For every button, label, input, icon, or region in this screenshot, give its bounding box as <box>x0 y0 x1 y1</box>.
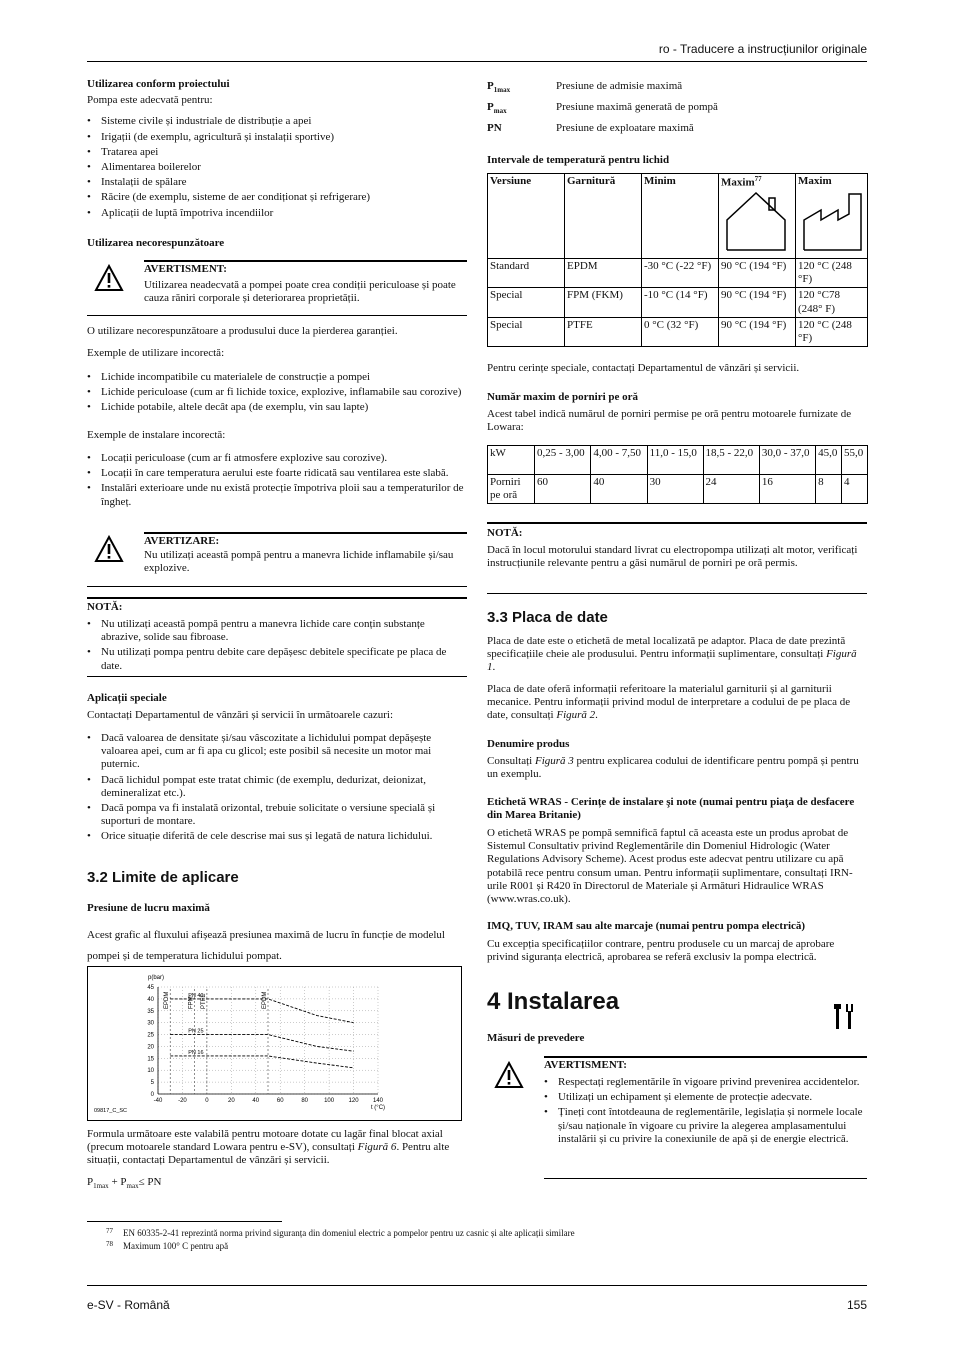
list-item: • Țineți cont întotdeauna de reglementările, legislația și normele locale și/sau naționale în vigoare cu privire la alegerea amplasamentului instalării și cu privire la conexiunile de apă și de energie electrică. <box>544 1106 867 1146</box>
temp-table <box>487 173 868 347</box>
intended-use-heading: Utilizarea conform proiectului <box>87 78 230 90</box>
limits-subheading: Presiune de lucru maximă <box>87 902 210 914</box>
y-tick-label: 40 <box>147 996 154 1003</box>
y-tick-label: 25 <box>147 1032 154 1039</box>
table-cell: Porniri pe oră <box>488 475 535 504</box>
footer-rule <box>87 1285 867 1286</box>
product-name-text <box>487 755 867 781</box>
x-tick-label: -40 <box>153 1098 163 1104</box>
table-row <box>488 259 868 288</box>
warning2-title: AVERTIZARE: <box>144 535 220 547</box>
table-cell: 0,25 - 3,00 <box>535 446 591 475</box>
header-title: ro - Traducere a instrucțiunilor originale <box>658 42 867 56</box>
formula-text <box>87 1128 467 1168</box>
legend-row <box>487 122 867 143</box>
material-label: EPDM <box>164 991 171 1009</box>
product-name-a: Consultați <box>487 755 535 767</box>
warning2-rule-top <box>144 532 467 534</box>
pressure-chart <box>88 967 461 1120</box>
plate-p1: Placa de date este o etichetă de metal localizată pe adaptor. Placa de date prezintă specificațiile cheie ale produsului. Pentru informații suplimentare, consultați Figură 1. <box>487 635 857 674</box>
table-cell: -30 °C (-22 °F) <box>642 259 719 288</box>
note-rule-top <box>87 597 467 599</box>
footnote-number: 78 <box>106 1240 113 1248</box>
formula-text-a: Formula următoare este valabilă pentru motoare dotate cu lagăr final blocat axial (precum motoarele standard Lowara pentru e-SV), consultați <box>87 1128 443 1154</box>
legend-text: Presiune de admisie maximă <box>556 80 683 92</box>
warning-rule-top <box>144 260 467 262</box>
note-rule-top <box>487 522 867 524</box>
x-tick-label: 20 <box>227 1098 235 1104</box>
footer-doc: e-SV - Română <box>87 1298 170 1312</box>
table-cell: 30 <box>647 475 703 504</box>
table-cell: 60 <box>535 475 591 504</box>
wras-text: O etichetă WRAS pe pompă semnifică faptul că aceasta este un produs aprobat de Sistemul Consultativ privind Reglementările din Domeniul Hidrologic (Water Regulations Advisory Scheme). Acest produs este adecvat pentru utilizare cu apă potabilă rece pentru consum uman. Pentru informații suplimentare, consultați IRN-urile R001 și R420 în Directorul de Materiale și Armături Hidraulice WRAS (www.wras.co.uk). <box>487 827 853 905</box>
table-cell: 120 °C78 (248° F) <box>796 288 868 317</box>
table-cell: 4 <box>842 475 868 504</box>
list-item: • Aplicații de luptă împotriva incendiilor <box>87 207 467 220</box>
legend-text: Presiune de exploatare maximă <box>556 122 694 134</box>
formula-text-b: . Pentru alte situații, contactați Departamentul de vânzări și servicii. <box>87 1141 450 1167</box>
x-tick-label: 100 <box>324 1098 335 1104</box>
x-tick-label: 60 <box>276 1098 284 1104</box>
series-line <box>170 1035 353 1052</box>
table-cell: FPM (FKM) <box>565 288 642 317</box>
plate-p1-text: Placa de date este o etichetă de metal localizată pe adaptor. Placa de date prezintă specificațiile cheie ale produsului. Pentru informații suplimentare, consultați <box>487 635 846 661</box>
intended-use-list <box>87 115 467 219</box>
list-item: • Locații periculoase (cum ar fi atmosfere explozive sau corozive). <box>87 452 467 465</box>
tools-icon <box>833 1003 855 1031</box>
y-tick-label: 30 <box>147 1020 154 1027</box>
table-header: Minim <box>642 174 719 259</box>
legend-symbol: $P_{max}$ <box>487 101 507 116</box>
warning-triangle-icon <box>494 1061 524 1089</box>
warning-text: Utilizarea neadecvată a pompei poate crea condiții periculoase și poate cauza răniri corporale și deteriorarea proprietății. <box>144 279 456 305</box>
table-row <box>488 288 868 317</box>
list-item: • Dacă lichidul pompat este tratat chimic (de exemplu, dedurizat, deionizat, demineralizat etc.). <box>87 774 467 800</box>
table-cell: Special <box>488 317 565 346</box>
special-list <box>87 732 467 846</box>
warning-triangle-icon <box>94 264 124 292</box>
material-label: FPM <box>188 996 195 1009</box>
figure-ref: Figură 6 <box>357 1141 397 1154</box>
footnote-rule <box>87 1221 282 1222</box>
legend-row <box>487 80 867 101</box>
footnote-ref: 77 <box>754 175 762 183</box>
header-label: Maxim <box>721 176 755 189</box>
y-tick-label: 15 <box>147 1056 154 1063</box>
header-label: Maxim <box>798 175 832 187</box>
table-cell: -10 °C (14 °F) <box>642 288 719 317</box>
table-header <box>719 174 796 259</box>
chapter-heading: 4 Instalarea <box>487 988 620 1015</box>
y-tick-label: 20 <box>147 1044 154 1051</box>
examples-use-list <box>87 371 467 417</box>
table-cell: 90 °C (194 °F) <box>719 317 796 346</box>
factory-icon <box>801 190 871 252</box>
legend-symbol: PN <box>487 122 502 134</box>
figure-ref: Figură 2 <box>556 709 596 722</box>
footnote-text: EN 60335-2-41 reprezintă norma privind siguranța din domeniul electric a pompelor pentru uz casnic și alte aplicații similare <box>123 1228 575 1238</box>
page-number: 155 <box>846 1298 867 1312</box>
x-axis-label: t (°C) <box>370 1105 386 1111</box>
legend-text: Presiune maximă generată de pompă <box>556 101 718 113</box>
note-list <box>87 618 467 675</box>
table-cell: Special <box>488 288 565 317</box>
warning-triangle-icon <box>94 535 124 563</box>
warranty-text: O utilizare necorespunzătoare a produsului duce la pierderea garanției. <box>87 325 398 337</box>
list-item: • Tratarea apei <box>87 146 467 159</box>
series-line <box>170 1056 353 1068</box>
house-icon <box>724 190 788 252</box>
table-cell: 18,5 - 22,0 <box>703 446 759 475</box>
list-item: • Dacă pompa va fi instalată orizontal, trebuie solicitate o versiune specială și suporturi de montare. <box>87 802 467 828</box>
list-item: • Dacă valoarea de densitate și/sau vâscozitate a lichidului pompat depășește valoarea apei, cum ar fi apa cu glicol; este posibil să necesite un motor mai puternic. <box>87 732 467 772</box>
list-item: • Instalații de spălare <box>87 176 467 189</box>
list-item: • Sisteme civile și industriale de distribuție a apei <box>87 115 467 128</box>
warning2-text: Nu utilizați această pompă pentru a manevra lichide inflamabile și/sau explozive. <box>144 549 454 575</box>
list-item: • Lichide potabile, altele decât apa (de exemplu, vin sau lapte) <box>87 401 467 414</box>
product-name-heading: Denumire produs <box>487 738 570 750</box>
table-cell: kW <box>488 446 535 475</box>
intended-use-intro: Pompa este adecvată pentru: <box>87 94 213 107</box>
limits-text: Acest grafic al fluxului afișează presiunea maximă de lucru în funcție de modelul pompei și de temperatura lichidului pompat. <box>87 929 445 962</box>
warning2-rule-bottom <box>87 586 467 587</box>
table-cell: 8 <box>816 475 842 504</box>
starts-table <box>487 445 868 504</box>
list-item: • Alimentarea boilerelor <box>87 161 467 174</box>
list-item: • Orice situație diferită de cele descrise mai sus și legată de natura lichidului. <box>87 830 467 843</box>
pressure-chart-frame <box>87 966 462 1121</box>
precautions-heading: Măsuri de prevedere <box>487 1032 585 1044</box>
table-cell: 120 °C (248 °F) <box>796 259 868 288</box>
note-rule-bottom <box>87 676 467 677</box>
special-intro: Contactați Departamentul de vânzări și servicii în următoarele cazuri: <box>87 709 394 721</box>
table-cell: 30,0 - 37,0 <box>759 446 815 475</box>
special-heading: Aplicații speciale <box>87 692 167 704</box>
wras-heading: Etichetă WRAS - Cerințe de instalare şi note (numai pentru piaţa de desfacere din Marea Britanie) <box>487 796 855 822</box>
table-cell: 90 °C (194 °F) <box>719 288 796 317</box>
list-item: • Lichide periculoase (cum ar fi lichide toxice, explozive, inflamabile sau corozive) <box>87 386 467 399</box>
y-tick-label: 0 <box>150 1092 154 1098</box>
legend <box>487 80 867 143</box>
table-cell: 24 <box>703 475 759 504</box>
footnote <box>106 1240 229 1253</box>
table-cell: Standard <box>488 259 565 288</box>
image-code: 09817_C_SC <box>94 1108 128 1114</box>
table-cell: 120 °C (248 °F) <box>796 317 868 346</box>
table-row <box>488 317 868 346</box>
section-heading: 3.3 Placa de date <box>487 609 608 626</box>
table-cell: 40 <box>591 475 647 504</box>
series-label: PN 16 <box>188 1049 204 1056</box>
table-cell: 4,00 - 7,50 <box>591 446 647 475</box>
section-heading: 3.2 Limite de aplicare <box>87 869 239 886</box>
x-tick-label: 40 <box>252 1098 260 1104</box>
legend-symbol: $P_{1max}$ <box>487 80 511 95</box>
formula: $P_{1max} + P_{max}\le$ PN <box>87 1176 162 1191</box>
table-header <box>796 174 868 259</box>
table-row <box>488 446 868 475</box>
y-axis-label: p(bar) <box>148 975 165 981</box>
table-header: Garnitură <box>565 174 642 259</box>
list-item: • Respectați reglementările în vigoare privind prevenirea accidentelor. <box>544 1076 867 1089</box>
table-cell: 45,0 <box>816 446 842 475</box>
starts-text: Acest tabel indică numărul de porniri permise pe oră pentru motoarele furnizate de Lowara: <box>487 408 852 434</box>
table-header: Versiune <box>488 174 565 259</box>
figure-ref: Figură 1 <box>487 648 857 674</box>
figure-ref: Figură 3 <box>534 755 574 767</box>
warning3-title: AVERTISMENT: <box>544 1059 627 1071</box>
table-cell: 90 °C (194 °F) <box>719 259 796 288</box>
footnote-number: 77 <box>106 1227 113 1235</box>
material-label: EPDM <box>262 991 268 1009</box>
note-text: Dacă în locul motorului standard livrat cu electropompa utilizați alt motor, verificați instrucțiunile relevante pentru a găsi numărul de porniri pe oră permis. <box>487 544 858 570</box>
series-label: PN 40 <box>188 992 204 999</box>
list-item: • Instalări exterioare unde nu există protecție împotriva ploii sau a temperaturilor de îngheț. <box>87 482 467 508</box>
header-rule <box>87 61 867 62</box>
series-label: PN 25 <box>188 1028 204 1035</box>
table-cell: EPDM <box>565 259 642 288</box>
improper-use-heading: Utilizarea necorespunzătoare <box>87 237 225 249</box>
x-tick-label: 140 <box>372 1098 384 1104</box>
list-item: • Utilizați un echipament și elemente de protecție adecvate. <box>544 1091 867 1104</box>
product-name-b: pentru explicarea codului de identificare pentru pompă și pentru un exemplu. <box>487 755 859 781</box>
plate-p2-text: Placa de date oferă informații referitoare la materialul garniturii și al garniturii mecanice. Pentru informații privind modul de interpretare a codului de pe placa de date, consultați <box>487 683 851 722</box>
note-title: NOTĂ: <box>487 527 523 539</box>
examples-install-intro: Exemple de instalare incorectă: <box>87 429 226 441</box>
warning-rule-bottom <box>87 315 467 316</box>
y-tick-label: 5 <box>150 1080 154 1087</box>
x-tick-label: 120 <box>348 1098 359 1104</box>
list-item: • Locații în care temperatura aerului este foarte ridicată sau ventilarea este slabă. <box>87 467 467 480</box>
x-tick-label: 0 <box>205 1098 209 1104</box>
x-tick-label: 80 <box>301 1098 309 1104</box>
precautions-list <box>544 1076 867 1148</box>
footnote <box>106 1227 575 1240</box>
list-item: • Nu utilizați pompa pentru debite care depășesc debitele specificate pe placa de date. <box>87 646 467 672</box>
table-row <box>488 475 868 504</box>
table-cell: 55,0 <box>842 446 868 475</box>
y-tick-label: 35 <box>147 1008 154 1015</box>
examples-use-intro: Exemple de utilizare incorectă: <box>87 347 225 359</box>
list-item: • Lichide incompatibile cu materialele de construcție a pompei <box>87 371 467 384</box>
warning-title: AVERTISMENT: <box>144 263 227 275</box>
list-item: • Irigații (de exemplu, agricultură și instalații sportive) <box>87 131 467 144</box>
material-label: PTFE <box>200 993 207 1009</box>
imq-text: Cu excepția specificațiilor contrare, pentru produsele cu un marcaj de aprobare privind siguranța electrică, aprobarea se referă exclusiv la pompa electrică. <box>487 938 835 964</box>
plate-p2: Placa de date oferă informații referitoare la materialul garniturii și al garniturii mecanice. Pentru informații privind modul de interpretare a codului de pe placa de date, consultați Figură 2. <box>487 683 851 722</box>
x-tick-label: -20 <box>178 1098 187 1104</box>
imq-heading: IMQ, TUV, IRAM sau alte marcaje (numai pentru pompa electrică) <box>487 920 806 932</box>
list-item: • Răcire (de exemplu, sisteme de aer condiționat și refrigerare) <box>87 191 467 204</box>
warning3-rule-bottom <box>544 1178 867 1179</box>
table-cell: 11,0 - 15,0 <box>647 446 703 475</box>
warning3-rule-top <box>544 1056 867 1058</box>
temp-note: Pentru cerințe speciale, contactați Departamentul de vânzări și servicii. <box>487 362 800 374</box>
y-tick-label: 10 <box>147 1068 154 1075</box>
table-cell: 16 <box>759 475 815 504</box>
table-cell: 0 °C (32 °F) <box>642 317 719 346</box>
footnote-text: Maximum 100° C pentru apă <box>123 1241 229 1251</box>
table-row <box>488 174 868 259</box>
list-item: • Nu utilizați această pompă pentru a manevra lichide care conțin substanțe abrazive, solide sau fibroase. <box>87 618 467 644</box>
note-title: NOTĂ: <box>87 601 123 613</box>
examples-install-list <box>87 452 467 511</box>
table-cell: PTFE <box>565 317 642 346</box>
note-rule-bottom <box>487 593 867 594</box>
temp-heading: Intervale de temperatură pentru lichid <box>487 154 670 166</box>
starts-heading: Număr maxim de porniri pe oră <box>487 391 639 403</box>
legend-row <box>487 101 867 122</box>
y-tick-label: 45 <box>147 985 154 991</box>
intended-use-section <box>87 78 467 222</box>
